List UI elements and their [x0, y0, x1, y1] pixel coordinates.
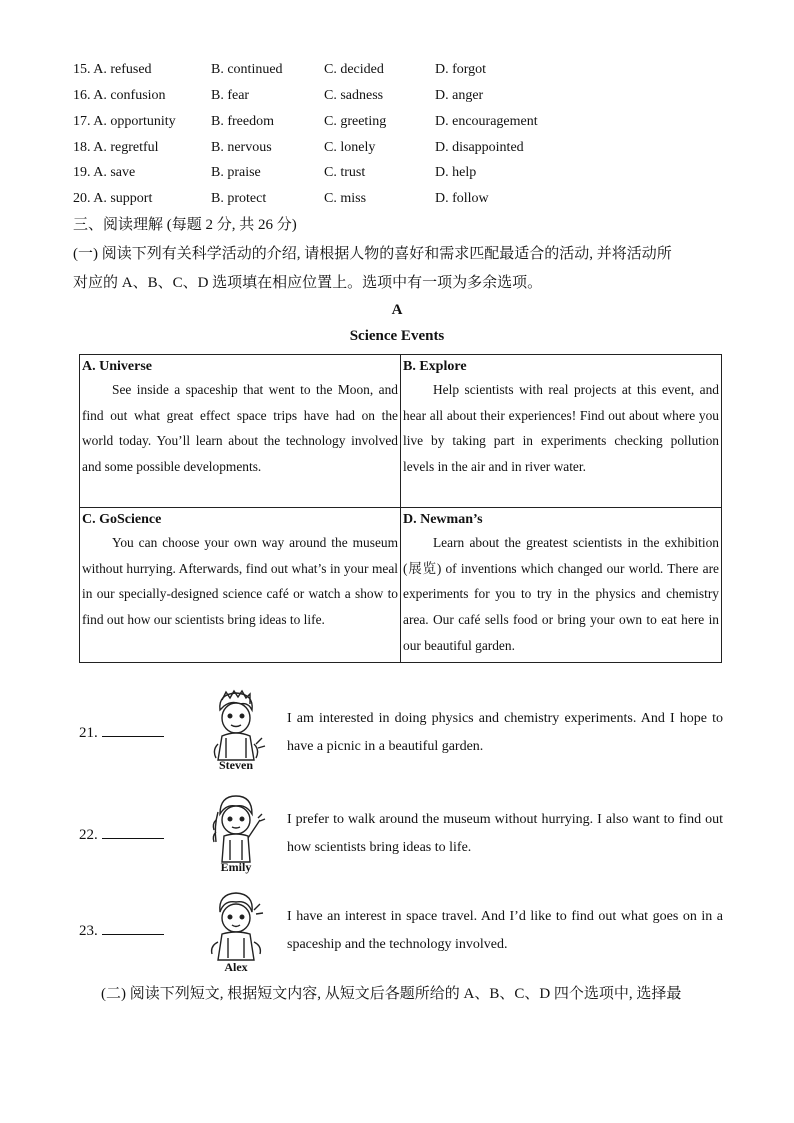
event-cell-newmans — [401, 508, 722, 663]
event-title: B. Explore — [403, 359, 467, 374]
option-a: 18. A. regretful — [73, 140, 159, 155]
event-cell-explore — [401, 355, 722, 508]
option-c: C. miss — [324, 191, 367, 206]
option-c: C. sadness — [324, 88, 384, 103]
event-cell-goscience — [80, 508, 401, 663]
boy-avatar-icon — [204, 688, 268, 768]
person-name-steven: Steven — [219, 758, 253, 772]
option-b: B. fear — [211, 88, 250, 103]
answer-blank[interactable] — [102, 724, 164, 737]
person-description-alex: I have an interest in space travel. And I’d like to find out what goes on in a spaceship and the technology involved. — [287, 909, 723, 952]
instruction-part2: (二) 阅读下列短文, 根据短文内容, 从短文后各题所给的 A、B、C、D 四个选项中, 选择最 — [101, 986, 682, 1002]
question-21-number: 21. — [79, 724, 164, 742]
option-b: B. continued — [211, 62, 283, 77]
option-c: C. lonely — [324, 140, 376, 155]
event-cell-universe — [80, 355, 401, 508]
option-b: B. praise — [211, 165, 261, 180]
event-description: See inside a spaceship that went to the Moon, and find out what great effect space trips have had on the world today. You’ll learn about the technology involved and some possible developments. — [82, 382, 398, 475]
table-row — [80, 508, 722, 663]
event-description: You can choose your own way around the museum without hurrying. Afterwards, find out what’s in your meal in our specially-designed science café or watch a show to find out how our scientists bring ideas to life. — [82, 535, 398, 628]
option-d: D. help — [435, 165, 477, 180]
event-title: A. Universe — [82, 359, 152, 374]
question-23-number: 23. — [79, 922, 164, 940]
person-name-emily: Emily — [220, 860, 252, 874]
option-c: C. greeting — [324, 114, 387, 129]
person-name-alex: Alex — [224, 960, 248, 974]
option-d: D. forgot — [435, 62, 487, 77]
girl-avatar-icon — [204, 790, 268, 870]
option-a: 20. A. support — [73, 191, 153, 206]
option-d: D. encouragement — [435, 114, 538, 129]
section-heading: 三、阅读理解 (每题 2 分, 共 26 分) — [73, 217, 297, 233]
event-title: C. GoScience — [82, 512, 162, 527]
passage-label: A — [391, 302, 403, 318]
option-b: B. protect — [211, 191, 267, 206]
events-table — [79, 354, 722, 663]
event-description: Learn about the greatest scientists in the exhibition (展览) of inventions which changed our world. There are experiments for you to try in the physics and chemistry area. Our café sells food or bring your own to eat here in our beautiful garden. — [403, 535, 719, 653]
passage-title: Science Events — [349, 328, 445, 344]
option-c: C. trust — [324, 165, 366, 180]
person-description-steven: I am interested in doing physics and chemistry experiments. And I hope to have a picnic in a beautiful garden. — [287, 711, 723, 754]
option-d: D. anger — [435, 88, 484, 103]
answer-blank[interactable] — [102, 826, 164, 839]
boy-avatar-icon — [204, 888, 268, 968]
option-a: 16. A. confusion — [73, 88, 166, 103]
event-title: D. Newman’s — [403, 512, 483, 527]
instruction-line-2: 对应的 A、B、C、D 选项填在相应位置上。选项中有一项为多余选项。 — [73, 275, 543, 291]
option-b: B. nervous — [211, 140, 272, 155]
option-b: B. freedom — [211, 114, 274, 129]
table-row — [80, 355, 722, 508]
question-22-number: 22. — [79, 826, 164, 844]
option-a: 19. A. save — [73, 165, 136, 180]
option-a: 15. A. refused — [73, 62, 152, 77]
option-d: D. disappointed — [435, 140, 524, 155]
instruction-line-1: (一) 阅读下列有关科学活动的介绍, 请根据人物的喜好和需求匹配最适合的活动, 并将活动所 — [73, 246, 672, 262]
option-c: C. decided — [324, 62, 384, 77]
person-description-emily: I prefer to walk around the museum without hurrying. I also want to find out how scientists bring ideas to life. — [287, 812, 723, 855]
event-description: Help scientists with real projects at this event, and hear all about their experiences! Find out about where you live by taking part in experiments checking pollution levels in the air and in river water. — [403, 382, 719, 475]
option-a: 17. A. opportunity — [73, 114, 176, 129]
option-d: D. follow — [435, 191, 489, 206]
answer-blank[interactable] — [102, 922, 164, 935]
